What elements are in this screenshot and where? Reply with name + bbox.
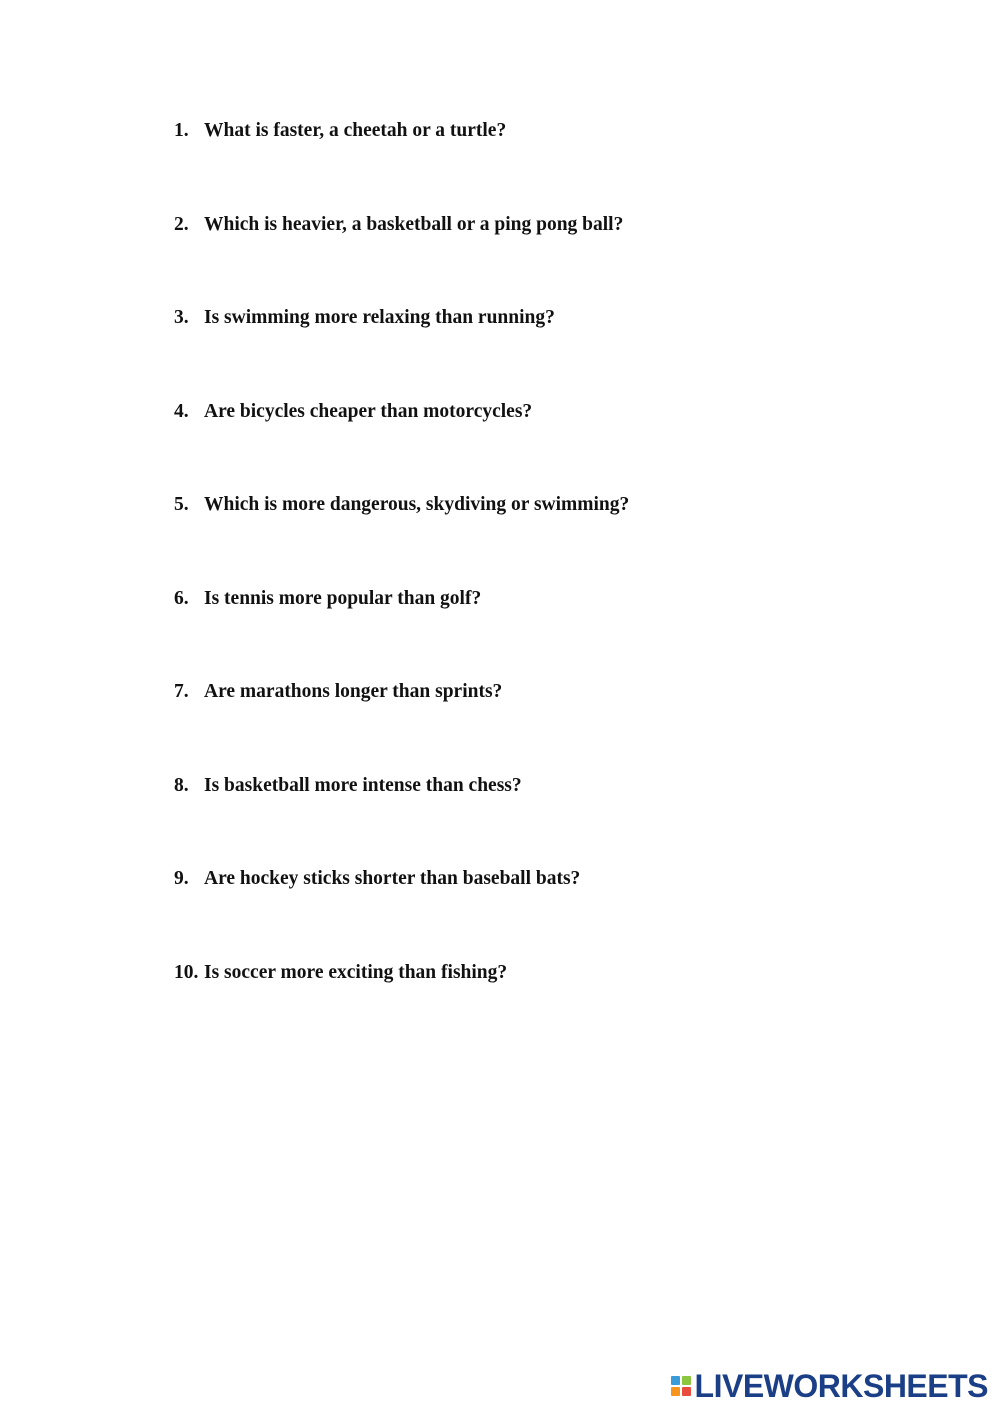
question-item <box>174 399 629 493</box>
logo-tile-1 <box>671 1376 680 1385</box>
question-list <box>174 118 629 1053</box>
question-text: Are bicycles cheaper than motorcycles? <box>204 400 533 422</box>
question-text: Which is more dangerous, skydiving or swimming? <box>204 494 630 515</box>
question-number: 7. <box>174 681 189 702</box>
question-text: Are marathons longer than sprints? <box>204 681 503 702</box>
question-number: 8. <box>174 774 189 796</box>
logo-tile-4 <box>682 1387 691 1396</box>
question-number: 5. <box>174 494 189 515</box>
question-text: Is basketball more intense than chess? <box>204 774 522 796</box>
logo-text: LIVEWORKSHEETS <box>694 1367 988 1404</box>
question-text: Are hockey sticks shorter than baseball bats? <box>204 868 581 889</box>
question-number: 10. <box>174 961 199 983</box>
question-item <box>174 679 629 773</box>
question-item <box>174 212 629 306</box>
logo-tile-3 <box>671 1387 680 1396</box>
question-number: 4. <box>174 400 189 422</box>
question-item <box>174 773 629 867</box>
question-text: Is swimming more relaxing than running? <box>204 307 555 328</box>
question-text: Is tennis more popular than golf? <box>204 587 482 609</box>
logo-tile-2 <box>682 1376 691 1385</box>
question-number: 2. <box>174 213 189 235</box>
question-number: 3. <box>174 307 189 328</box>
liveworksheets-logo-icon <box>671 1376 691 1396</box>
question-text: What is faster, a cheetah or a turtle? <box>204 120 507 141</box>
question-number: 9. <box>174 868 189 889</box>
question-item <box>174 492 629 586</box>
question-number: 1. <box>174 120 189 141</box>
question-item <box>174 960 629 1054</box>
question-item <box>174 866 629 960</box>
question-number: 6. <box>174 587 189 609</box>
question-text: Which is heavier, a basketball or a ping pong ball? <box>204 213 624 235</box>
question-item <box>174 305 629 399</box>
liveworksheets-logo[interactable] <box>671 1368 988 1404</box>
question-item <box>174 586 629 680</box>
question-text: Is soccer more exciting than fishing? <box>204 961 508 983</box>
question-item <box>174 118 629 212</box>
